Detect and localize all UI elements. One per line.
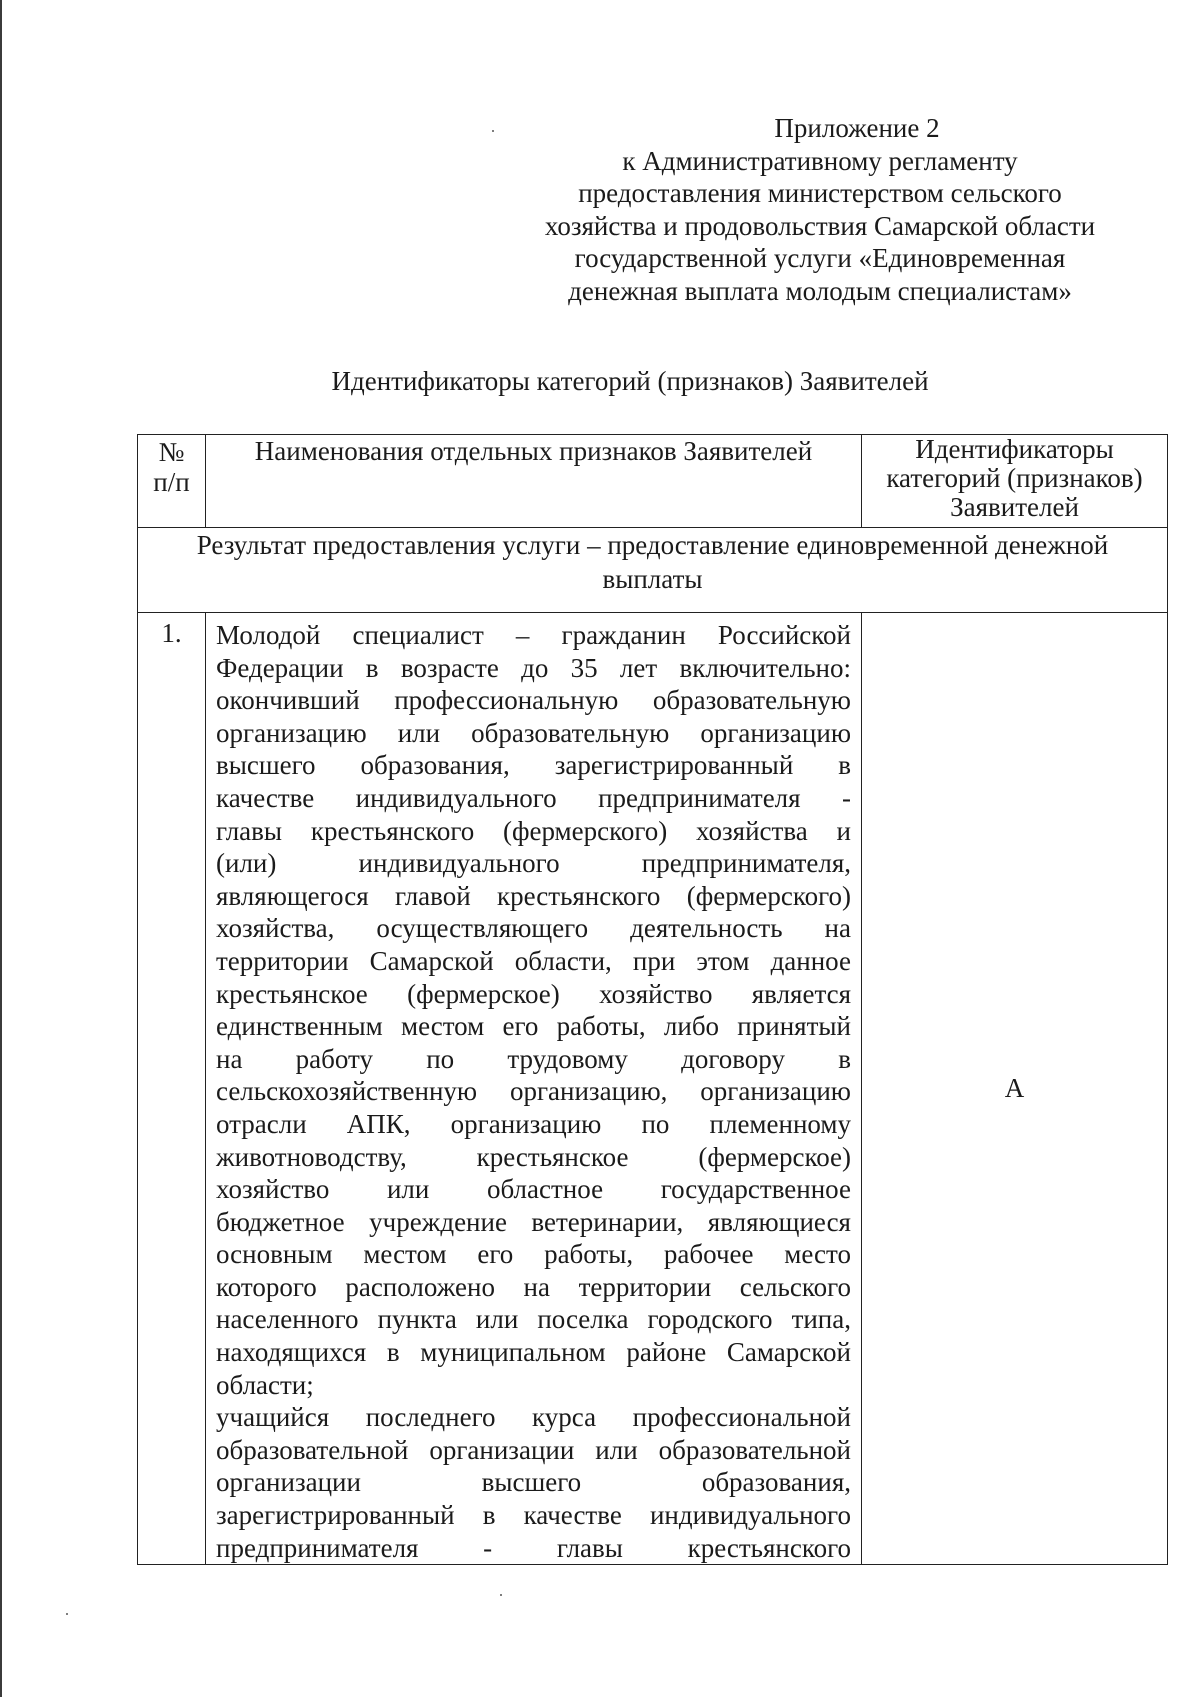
description-word: муниципальном [420,1337,606,1368]
description-word: находящихся [216,1337,367,1368]
description-word: крестьянского [497,880,661,911]
header-identifier-line: категорий (признаков) [886,463,1143,493]
description-word: крестьянское [216,978,368,1009]
description-line [216,847,851,880]
description-word: качестве [216,782,315,813]
description-word: городского [647,1304,773,1335]
description-word: договору [681,1043,785,1074]
description-word: хозяйства, [216,913,335,944]
appendix-line: денежная выплата молодым специалистам» [568,275,1072,306]
description-word: учреждение [369,1206,507,1237]
description-line [216,1010,851,1043]
header-identifier-line: Идентификаторы [915,434,1114,464]
description-word: организации [216,1467,361,1498]
appendix-line: Приложение 2 [774,113,940,143]
description-line [216,1043,851,1076]
result-section-cell [138,528,1168,613]
description-line [216,717,851,750]
description-word: которого [216,1271,317,1302]
description-word: животноводству, [216,1141,407,1172]
result-section-row [138,528,1168,613]
description-word: крестьянского [310,815,475,846]
description-word: типа, [791,1304,851,1335]
description-word: в [365,652,379,683]
scan-speck [492,130,494,132]
appendix-line: предоставления министерством сельского [578,178,1062,208]
row-number-cell: 1. [138,613,206,1565]
description-word: работу [295,1043,373,1074]
description-word: основным [216,1239,333,1270]
header-number-cell [138,435,206,528]
description-word: по [426,1043,455,1074]
description-word: образования, [360,750,510,781]
description-word: профессиональную [394,685,619,716]
description-word: высшего [481,1467,582,1498]
description-word: сельского [739,1271,851,1302]
description-word: рабочее [663,1239,754,1270]
description-word: курса [532,1402,597,1433]
description-word: АПК, [346,1108,411,1139]
appendix-line: государственной услуги «Единовременная [574,243,1066,273]
description-word: Молодой [216,620,321,650]
description-word: хозяйство [599,978,713,1009]
description-word: в [838,1043,851,1074]
description-word: возрасте [400,652,499,683]
description-word: индивидуального [355,782,557,813]
description-word: являющегося [216,880,369,911]
description-line [216,1401,851,1434]
description-word: деятельность [630,913,783,944]
description-word: расположено [345,1271,495,1302]
appendix-header [520,112,1120,307]
description-word: – [515,620,530,650]
description-word: принятый [737,1011,851,1042]
header-identifier-line: Заявителей [950,492,1079,522]
description-word: гражданин [561,620,686,650]
description-line [216,1075,851,1108]
description-word: хозяйство [216,1174,330,1205]
description-word: в [838,750,851,781]
description-word: племенному [709,1108,851,1139]
description-word: являющиеся [707,1206,851,1237]
description-line [216,684,851,717]
description-line [216,912,851,945]
description-line [216,1108,851,1141]
description-word: является [751,978,851,1009]
description-word: образовательной [658,1434,851,1465]
description-word: образовательную [471,717,670,748]
description-word: на [824,913,851,944]
description-word: зарегистрированный [554,750,794,781]
description-line [216,815,851,848]
description-word: работы, [556,1011,646,1042]
row-identifier-cell: А [862,613,1168,1565]
header-identifier-cell [862,435,1168,528]
description-word: организации [429,1434,575,1465]
description-word: по [641,1108,670,1139]
description-word: местом [363,1239,447,1270]
description-word: предпринимателя [216,1532,419,1563]
description-line [216,978,851,1011]
description-line: области; [216,1369,314,1400]
description-word: на [216,1043,243,1074]
description-word: - [483,1532,493,1563]
description-word: организацию [216,717,367,748]
description-word: или [386,1174,430,1205]
description-word: при [632,945,676,976]
description-word: главы [556,1532,623,1563]
description-word: его [502,1011,539,1042]
description-word: на [523,1271,550,1302]
description-word: последнего [365,1402,496,1433]
description-word: либо [663,1011,720,1042]
description-line [216,1434,851,1467]
description-word: 35 [570,652,598,683]
header-number-line: № [158,437,185,467]
description-word: области, [514,945,612,976]
description-line [216,652,851,685]
description-line [216,619,851,652]
description-word: высшего [216,750,316,781]
description-word: индивидуального [649,1500,851,1531]
description-word: государственное [660,1174,851,1205]
description-word: отрасли [216,1108,307,1139]
description-word: Самарской [369,945,494,976]
description-word: пункта [377,1304,457,1335]
description-word: (или) [216,848,277,879]
description-word: образовательную [652,685,851,716]
description-word: бюджетное [216,1206,345,1237]
description-word: областное [486,1174,604,1205]
description-line [216,880,851,913]
description-word: профессиональной [632,1402,851,1433]
description-word: организацию [450,1108,602,1139]
description-word: в [482,1500,496,1531]
description-word: (фермерского) [686,880,851,911]
result-line: выплаты [602,564,703,594]
description-word: данное [770,945,851,976]
description-word: или [595,1434,638,1465]
description-word: организацию [700,1076,851,1107]
description-word: этом [696,945,750,976]
description-word: предпринимателя [598,782,801,813]
description-line [216,1206,851,1239]
description-word: (фермерское) [407,978,560,1009]
description-word: качестве [523,1500,622,1531]
description-word: индивидуального [358,848,560,879]
description-line [216,1336,851,1369]
description-word: окончивший [216,685,360,716]
result-line: Результат предоставления услуги – предоставление единовременной денежной [196,530,1109,560]
document-title: Идентификаторы категорий (признаков) Заявителей [331,366,929,396]
description-line [216,945,851,978]
description-word: специалист [352,620,484,650]
description-word: территории [216,945,349,976]
description-word: лет [619,652,658,683]
description-word: поселка [537,1304,629,1335]
appendix-line: хозяйства и продовольствия Самарской области [544,210,1096,241]
description-line [216,1238,851,1271]
description-word: до [521,652,549,683]
description-word: главы [216,815,283,846]
description-word: единственным [216,1011,383,1042]
description-line [216,1499,851,1532]
description-word: осуществляющего [376,913,589,944]
description-word: - [842,782,851,813]
description-word: место [784,1239,851,1270]
description-word: Федерации [216,652,344,683]
description-word: или [475,1304,519,1335]
header-name-cell: Наименования отдельных признаков Заявителей [206,435,862,528]
description-word: и [836,815,851,846]
identifiers-table [137,434,1168,1565]
description-line [216,1141,851,1174]
description-word: местом [400,1011,485,1042]
description-word: (фермерское) [698,1141,851,1172]
description-word: крестьянского [687,1532,851,1563]
description-line [216,1173,851,1206]
appendix-line: к Административному регламенту [622,145,1018,176]
row-description-cell [206,613,862,1565]
header-number-line: п/п [153,467,190,497]
description-word: организацию, [509,1076,668,1107]
description-word: главой [394,880,471,911]
description-word: территории [578,1271,712,1302]
description-word: (фермерского) [503,815,668,846]
description-word: Самарской [726,1337,851,1368]
description-word: предпринимателя, [641,848,851,879]
description-word: в [386,1337,400,1368]
description-line [216,1466,851,1499]
description-word: хозяйства [696,815,808,846]
description-line [216,749,851,782]
description-word: крестьянское [476,1141,629,1172]
scan-speck [66,1613,68,1615]
description-word: трудовому [507,1043,628,1074]
description-word: организацию [700,717,851,748]
description-word: ветеринарии, [531,1206,684,1237]
description-word: Российской [717,620,851,650]
scan-left-edge [0,0,2,1697]
description-word: или [397,717,441,748]
description-line [216,1271,851,1304]
description-word: населенного [216,1304,359,1335]
description-word: районе [626,1337,707,1368]
table-header-row [138,435,1168,528]
table-row [138,613,1168,1565]
scan-speck [500,1594,502,1596]
description-word: зарегистрированный [216,1500,455,1531]
description-line [216,1532,851,1565]
description-word: работы, [544,1239,634,1270]
description-word: образования, [701,1467,851,1498]
description-line [216,1303,851,1336]
description-word: включительно: [679,652,851,683]
description-word: его [477,1239,514,1270]
description-word: сельскохозяйственную [216,1076,478,1107]
description-word: учащийся [216,1402,330,1433]
description-word: образовательной [216,1434,409,1465]
description-line [216,782,851,815]
